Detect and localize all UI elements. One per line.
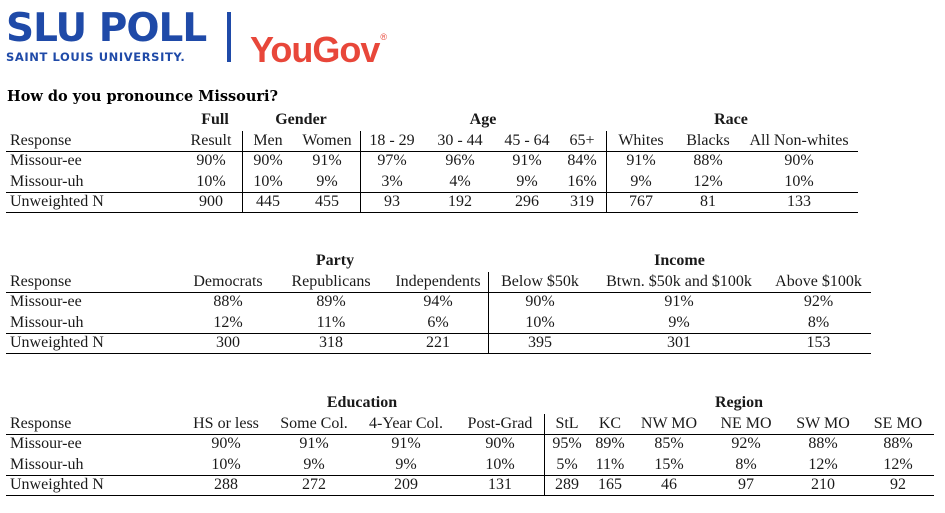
group-header-region: Region [715,394,763,411]
table-cell: 12% [808,455,838,473]
table-cell: 4% [449,172,471,190]
column-header-45-64: 45 - 64 [504,131,550,149]
table-cell: 296 [515,193,539,210]
table-row [6,292,871,313]
totals-rule [6,333,871,334]
table-group-header [6,393,934,414]
table-cell: 89% [595,435,625,452]
group-header-full: Full [201,111,229,128]
column-header-republicans: Republicans [291,272,371,290]
table-cell: 900 [199,193,223,210]
row-label: Missour-ee [10,152,82,169]
table-cell: 221 [426,334,450,351]
table-cell: 3% [381,172,403,190]
column-header-post-grad: Post-Grad [467,414,533,432]
column-header-4-year-col: 4-Year Col. [369,414,443,432]
table-cell: 12% [883,455,913,473]
table-row [6,475,934,496]
table-cell: 10% [253,172,283,190]
table-cell: 445 [256,193,280,210]
column-header-independents: Independents [395,272,481,290]
table-cell: 95% [552,435,582,452]
column-header-ne-mo: NE MO [720,414,772,432]
column-header-65: 65+ [569,131,595,149]
column-group-separator [606,131,607,213]
table-cell: 89% [316,293,346,310]
table-cell: 46 [661,476,677,493]
table-cell: 11% [316,313,346,331]
table-cell: 288 [214,476,238,493]
table-cell: 15% [654,455,684,473]
column-header-response: Response [10,272,72,290]
table-cell: 11% [595,455,625,473]
table-cell: 209 [394,476,418,493]
table-cell: 210 [811,476,835,493]
saint-louis-university-wordmark: SAINT LOUIS UNIVERSITY. [6,50,186,64]
table-cell: 9% [630,172,652,190]
table-cell: 131 [488,476,512,493]
table-row [6,192,858,213]
table-cell: 8% [735,455,757,473]
question-title: How do you pronounce Missouri? [7,88,279,105]
totals-rule [6,192,858,193]
group-header-age: Age [469,111,497,128]
column-header-blacks: Blacks [686,131,730,149]
table-column-header [6,131,858,152]
table-cell: 9% [303,455,325,473]
table-cell: 10% [485,455,515,473]
header-rule [6,151,858,152]
crosstab-table-education-region [6,393,934,496]
table-cell: 92 [890,476,906,493]
row-label: Unweighted N [10,334,104,351]
table-cell: 165 [598,476,622,493]
column-header-18-29: 18 - 29 [369,131,415,149]
table-row [6,455,934,476]
table-cell: 319 [570,193,594,210]
column-header-response: Response [10,414,72,432]
column-group-separator [488,272,489,354]
table-cell: 192 [448,193,472,210]
registered-mark: ® [380,32,387,42]
column-header-hs-or-less: HS or less [193,414,259,432]
table-cell: 5% [556,455,578,473]
table-cell: 90% [485,435,515,452]
table-cell: 16% [567,172,597,190]
header-rule [6,434,934,435]
column-header-some-col: Some Col. [280,414,348,432]
table-cell: 9% [668,313,690,331]
table-cell: 133 [787,193,811,210]
column-header-women: Women [302,131,352,149]
table-cell: 91% [512,152,542,169]
column-group-separator [544,414,545,496]
table-cell: 88% [213,293,243,310]
column-header-stl: StL [555,414,579,432]
column-header-above-100k: Above $100k [775,272,862,290]
row-label: Missour-uh [10,455,84,473]
slu-poll-logo [6,6,207,64]
table-cell: 9% [516,172,538,190]
logo-divider [227,12,231,62]
column-header-democrats: Democrats [193,272,263,290]
slu-poll-wordmark: SLU POLL [6,6,207,51]
table-row [6,172,858,193]
yougov-logo [250,16,387,71]
table-cell: 91% [626,152,656,169]
table-group-header [6,251,871,272]
table-cell: 88% [693,152,723,169]
column-header-sw-mo: SW MO [796,414,850,432]
table-cell: 97 [738,476,754,493]
table-cell: 91% [391,435,421,452]
table-cell: 318 [319,334,343,351]
column-header-se-mo: SE MO [873,414,923,432]
table-cell: 300 [216,334,240,351]
table-cell: 153 [806,334,831,351]
table-cell: 12% [693,172,723,190]
table-row [6,434,934,455]
table-cell: 8% [807,313,830,331]
table-row [6,333,871,354]
table-cell: 90% [211,435,241,452]
column-header-whites: Whites [618,131,664,149]
row-label: Missour-ee [10,435,82,452]
table-cell: 455 [315,193,339,210]
table-cell: 90% [253,152,283,169]
table-cell: 9% [316,172,338,190]
table-cell: 90% [784,152,814,169]
table-cell: 12% [213,313,243,331]
table-row [6,151,858,172]
table-cell: 94% [423,293,453,310]
group-header-gender: Gender [275,111,327,128]
group-header-race: Race [714,111,748,128]
column-header-below-50k: Below $50k [501,272,579,290]
table-cell: 9% [395,455,417,473]
table-cell: 289 [555,476,579,493]
table-cell: 97% [377,152,407,169]
column-header-btwn-50k-and-100k: Btwn. $50k and $100k [606,272,752,290]
table-cell: 10% [525,313,555,331]
header-rule [6,292,871,293]
column-group-separator [242,131,243,213]
table-cell: 395 [528,334,552,351]
table-group-header [6,110,858,131]
column-header-response: Response [10,131,72,149]
table-column-header [6,414,934,435]
table-cell: 92% [803,293,834,310]
group-header-income: Income [654,252,705,269]
crosstab-table-party-income [6,251,871,354]
table-cell: 10% [211,455,241,473]
column-header-all-non-whites: All Non-whites [749,131,849,149]
table-cell: 90% [525,293,555,310]
bottom-rule [6,495,934,496]
totals-rule [6,475,934,476]
table-cell: 91% [664,293,694,310]
table-cell: 90% [196,152,226,169]
table-cell: 272 [302,476,326,493]
row-label: Missour-ee [10,293,82,310]
column-header-nw-mo: NW MO [640,414,698,432]
yougov-wordmark: YouGov [250,29,380,70]
table-cell: 10% [196,172,226,190]
table-cell: 91% [312,152,342,169]
table-cell: 85% [654,435,684,452]
bottom-rule [6,353,871,354]
table-cell: 93 [384,193,400,210]
table-cell: 81 [700,193,716,210]
row-label: Unweighted N [10,476,104,493]
table-cell: 767 [629,193,653,210]
column-header-result: Result [190,131,232,149]
table-cell: 88% [883,435,913,452]
table-column-header [6,272,871,293]
table-cell: 6% [427,313,449,331]
group-header-party: Party [315,252,355,269]
table-cell: 92% [731,435,761,452]
table-cell: 10% [784,172,814,190]
row-label: Missour-uh [10,172,84,190]
table-cell: 91% [299,435,329,452]
group-header-education: Education [326,394,398,411]
row-label: Unweighted N [10,193,104,210]
column-header-men: Men [253,131,283,149]
crosstab-table-full-gender-age-race [6,110,858,213]
table-cell: 301 [667,334,691,351]
table-cell: 84% [567,152,597,169]
table-row [6,313,871,334]
column-group-separator [360,131,361,213]
row-label: Missour-uh [10,313,84,331]
table-cell: 88% [808,435,838,452]
column-header-30-44: 30 - 44 [437,131,483,149]
table-cell: 96% [445,152,475,169]
bottom-rule [6,212,858,213]
column-header-kc: KC [598,414,622,432]
